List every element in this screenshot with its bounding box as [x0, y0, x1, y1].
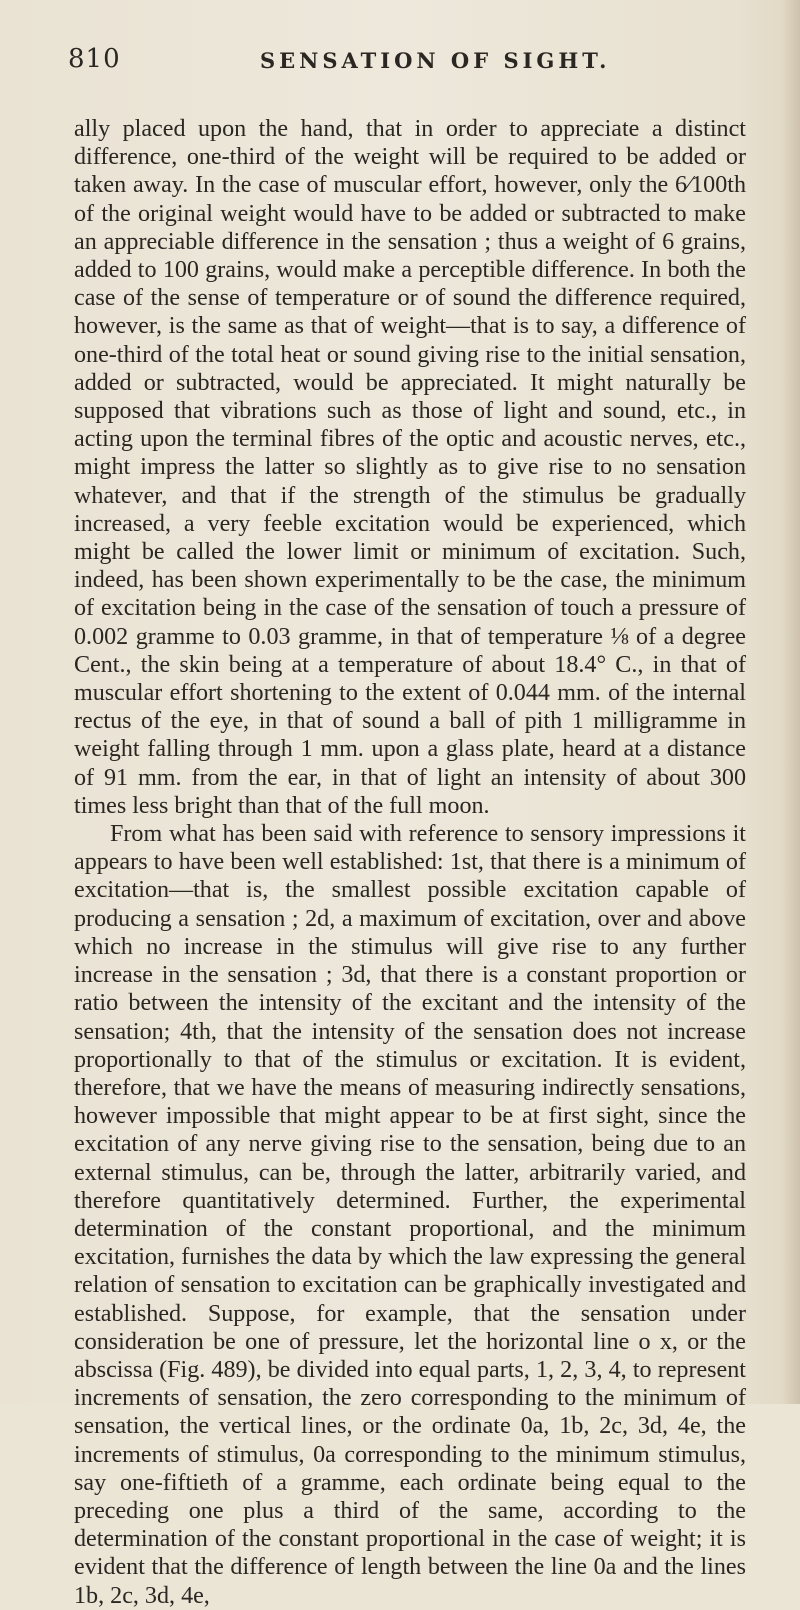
page-number: 810 [68, 44, 121, 74]
page-header [68, 44, 748, 80]
page-edge-shadow [782, 0, 800, 1404]
body-text [74, 115, 746, 1610]
running-head: SENSATION OF SIGHT. [260, 48, 611, 73]
paragraph: ally placed upon the hand, that in order to appreciate a distinct difference, one-third of the weight will be required to be added or taken away. In the case of muscular effort, however, only the 6⁄100th of the original weight would have to be added or subtracted to make an appreciable difference in the sensation ; thus a weight of 6 grains, added to 100 grains, would make a perceptible difference. In both the case of the sense of temperature or of sound the difference required, however, is the same as that of weight—that is to say, a difference of one-third of the total heat or sound giving rise to the initial sensation, added or subtracted, would be appreciated. It might naturally be supposed that vibrations such as those of light and sound, etc., in acting upon the terminal fibres of the optic and acoustic nerves, etc., might impress the latter so slightly as to give rise to no sensation whatever, and that if the strength of the stimulus be gradually increased, a very feeble excitation would be experienced, which might be called the lower limit or minimum of excitation. Such, indeed, has been shown experimentally to be the case, the minimum of excitation being in the case of the sensation of touch a pressure of 0.002 gramme to 0.03 gramme, in that of temperature ⅛ of a degree Cent., the skin being at a temperature of about 18.4° C., in that of muscular effort shortening to the extent of 0.044 mm. of the internal rectus of the eye, in that of sound a ball of pith 1 milligramme in weight falling through 1 mm. upon a glass plate, heard at a distance of 91 mm. from the ear, in that of light an intensity of about 300 times less bright than that of the full moon. [74, 116, 746, 819]
paragraph: From what has been said with reference to sensory impressions it appears to have been well established: 1st, that there is a minimum of excitation—that is, the smallest possible excitation capable of producing a sensation ; 2d, a maximum of excitation, over and above which no increase in the stimulus will give rise to any further increase in the sensation ; 3d, that there is a constant proportion or ratio between the intensity of the excitant and the intensity of the sensation; 4th, that the intensity of the sensation does not increase proportionally to that of the stimulus or excitation. It is evident, therefore, that we have the means of measuring indirectly sensations, however impossible that might appear to be at first sight, since the excitation of any nerve giving rise to the sensation, being due to an external stimulus, can be, through the latter, arbitrarily varied, and therefore quantitatively determined. Further, the experimental determination of the constant proportional, and the minimum excitation, furnishes the data by which the law expressing the general relation of sensation to excitation can be graphically investigated and established. Suppose, for example, that the sensation under consideration be one of pressure, let the horizontal line o x, or the abscissa (Fig. 489), be divided into equal parts, 1, 2, 3, 4, to represent increments of sensation, the zero corresponding to the minimum of sensation, the vertical lines, or the ordinate 0a, 1b, 2c, 3d, 4e, the increments of stimulus, 0a corresponding to the minimum stimulus, say one-fiftieth of a gramme, each ordinate being equal to the preceding one plus a third of the same, according to the determination of the constant proportional in the case of weight; it is evident that the difference of length between the line 0a and the lines 1b, 2c, 3d, 4e, [74, 821, 746, 1609]
